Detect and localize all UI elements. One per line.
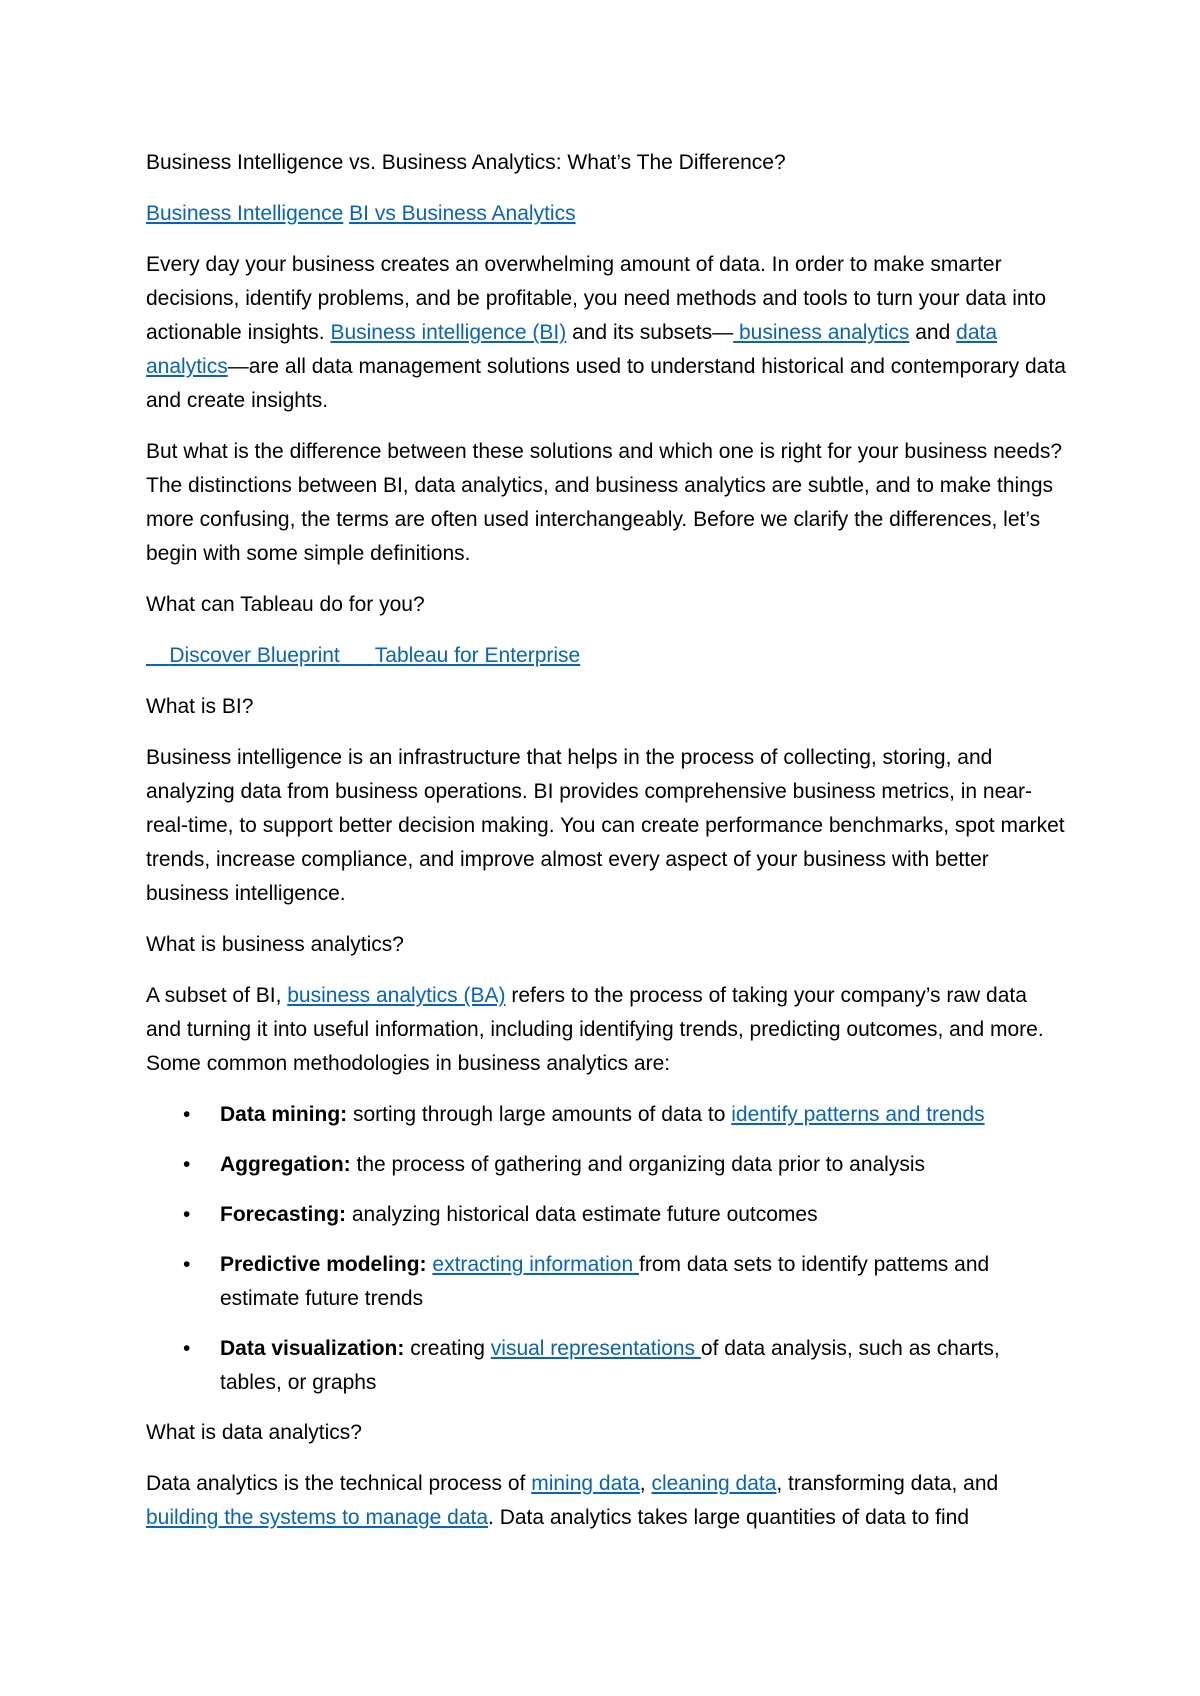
da-paragraph: Data analytics is the technical process of mining data, cleaning data, transforming data, and building the systems to manage data. Data analytics takes large quantities of data to find	[146, 1472, 999, 1529]
cleaning-data-link[interactable]: cleaning data	[651, 1472, 777, 1495]
breadcrumb-bi-vs-ba-link[interactable]: BI vs Business Analytics	[349, 202, 576, 225]
list-item: • Data mining: sorting through large amounts of data to identify patterns and trends	[146, 1098, 1066, 1132]
intro-paragraph	[146, 248, 1066, 418]
list-item: • Predictive modeling: extracting information from data sets to identify pattems and estimate future trends	[146, 1248, 1066, 1316]
bullet-term: Forecasting:	[220, 1203, 347, 1226]
ba-text-1: A subset of BI,	[146, 984, 288, 1007]
breadcrumb	[146, 197, 1066, 231]
document-title: Business Intelligence vs. Business Analytics: What’s The Difference?	[146, 151, 786, 174]
bi-heading: What is BI?	[146, 695, 254, 718]
da-heading: What is data analytics?	[146, 1421, 362, 1444]
bullet-icon: •	[183, 1203, 191, 1226]
intro-text-1: Every day your business creates an overwhelming amount of data. In order to make smarter decisions, identify problems, and be profitable, you need methods and tools to turn your data into actionable insights.	[146, 253, 1047, 344]
bullet-term: Data mining:	[220, 1103, 348, 1126]
tableau-enterprise-link[interactable]: Tableau for Enterprise	[374, 644, 581, 667]
ba-paragraph	[146, 979, 1066, 1081]
bi-link[interactable]: Business intelligence (BI)	[330, 321, 567, 344]
identify-patterns-link[interactable]: identify patterns and trends	[731, 1103, 985, 1126]
list-item: • Data visualization: creating visual representations of data analysis, such as charts, tables, or graphs	[146, 1332, 1066, 1400]
bullet-icon: •	[183, 1337, 191, 1360]
breadcrumb-business-intelligence-link[interactable]: Business Intelligence	[146, 202, 344, 225]
differences-paragraph: But what is the difference between these solutions and which one is right for your business needs? The distinctions between BI, data analytics, and business analytics are subtle, and to make things more confusing, the terms are often used interchangeably. Before we clarify the differences, let’s begin with some simple definitions.	[146, 440, 1063, 565]
intro-text-2: and its subsets—	[566, 321, 734, 344]
bi-paragraph: Business intelligence is an infrastructure that helps in the process of collecting, storing, and analyzing data from business operations. BI provides comprehensive business metrics, in near-real-time, to support better decision making. You can create performance benchmarks, spot market trends, increase compliance, and improve almost every aspect of your business with better business intelligence.	[146, 746, 1065, 905]
intro-text-4: —are all data management solutions used to understand historical and contemporary data and create insights.	[146, 355, 1066, 412]
business-analytics-link[interactable]: business analytics	[733, 321, 910, 344]
data-analytics-link[interactable]: data analytics	[146, 321, 998, 378]
bullet-term: Aggregation:	[220, 1153, 351, 1176]
methodologies-list	[146, 1098, 1066, 1400]
bullet-term: Predictive modeling:	[220, 1253, 427, 1276]
bullet-icon: •	[183, 1253, 191, 1276]
bullet-term: Data visualization:	[220, 1337, 405, 1360]
building-systems-link[interactable]: building the systems to manage data	[146, 1506, 489, 1529]
ba-link[interactable]: business analytics (BA)	[287, 984, 506, 1007]
list-item: • Forecasting: analyzing historical data estimate future outcomes	[146, 1198, 1066, 1232]
extracting-information-link[interactable]: extracting information	[432, 1253, 639, 1276]
ba-text-2: refers to the process of taking your company’s raw data and turning it into useful information, including identifying trends, predicting outcomes, and more. Some common methodologies in business analytics are:	[146, 984, 1044, 1075]
mining-data-link[interactable]: mining data	[531, 1472, 640, 1495]
document-page	[146, 146, 1066, 1552]
intro-text-3: and	[909, 321, 957, 344]
bullet-icon: •	[183, 1103, 191, 1126]
discover-blueprint-link[interactable]: Discover Blueprint	[169, 644, 340, 667]
bullet-icon: •	[183, 1153, 191, 1176]
cta-heading: What can Tableau do for you?	[146, 593, 425, 616]
ba-heading: What is business analytics?	[146, 933, 404, 956]
visual-representations-link[interactable]: visual representations	[490, 1337, 701, 1360]
list-item: • Aggregation: the process of gathering and organizing data prior to analysis	[146, 1148, 1066, 1182]
cta-links	[146, 639, 1066, 673]
